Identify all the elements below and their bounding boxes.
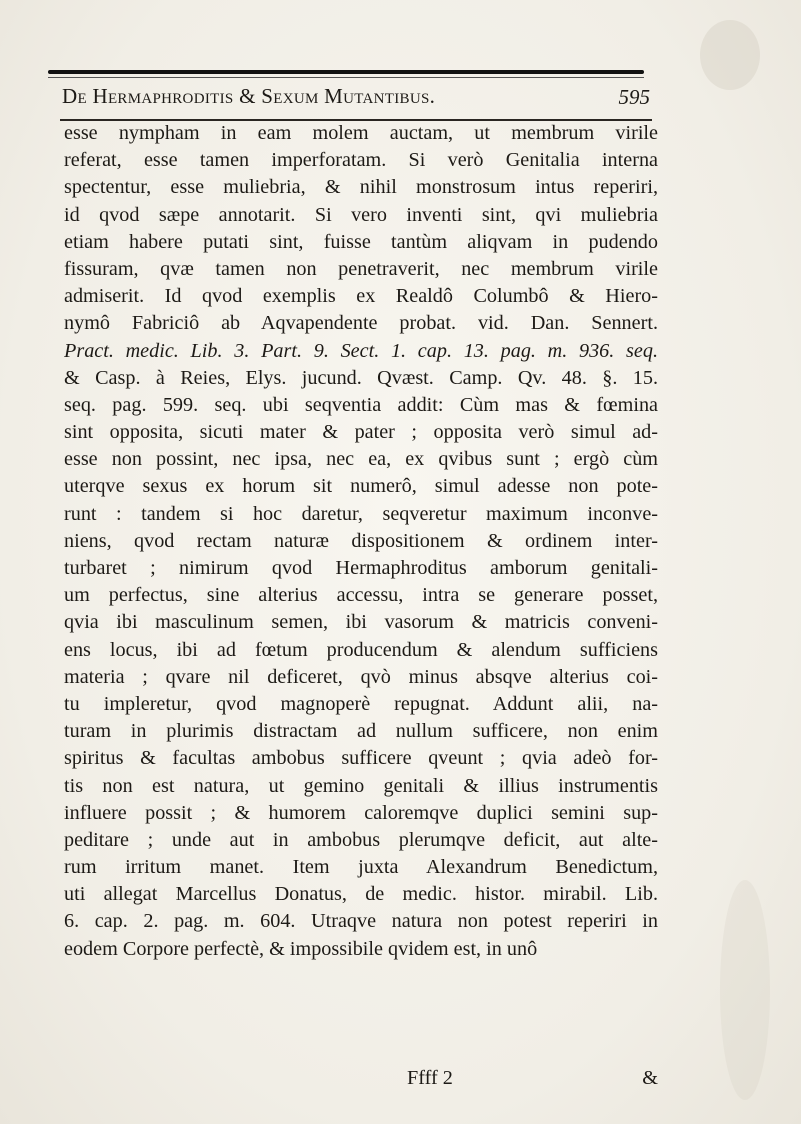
page-header (62, 84, 652, 118)
page-number: 595 (618, 85, 650, 109)
text-line: tu impleretur, qvod magnoperè repugnat. Addunt alii, na- (64, 692, 658, 715)
text-line: tis non est natura, ut gemino genitali & illius instrumentis (64, 774, 658, 797)
text-line: turam in plurimis distractam ad nullum sufficere, non enim (64, 720, 658, 743)
text-line: id qvod sæpe annotarit. Si vero inventi sint, qvi muliebria (64, 203, 658, 226)
body-text (64, 120, 658, 963)
text-line: runt : tandem si hoc daretur, seqveretur maximum inconve- (64, 502, 658, 525)
text-line: etiam habere putati sint, fuisse tantùm aliqvam in pudendo (64, 230, 658, 253)
text-line: esse nympham in eam molem auctam, ut membrum virile (64, 122, 658, 144)
text-line: materia ; qvare nil deficeret, qvò minus absqve alterius coi- (64, 665, 658, 688)
text-line: peditare ; unde aut in ambobus plerumqve deficit, aut alte- (64, 828, 658, 851)
page-footer (64, 1067, 658, 1094)
text-line: esse non possint, nec ipsa, nec ea, ex qvibus sunt ; ergò cùm (64, 448, 658, 471)
text-line: rum irritum manet. Item juxta Alexandrum Benedictum, (64, 856, 658, 879)
text-line: eodem Corpore perfectè, & impossibile qvidem est, in unô (64, 937, 538, 960)
text-line: ens locus, ibi ad fœtum producendum & alendum sufficiens (64, 638, 658, 661)
text-line: turbaret ; nimirum qvod Hermaphroditus amborum genitali- (64, 557, 658, 579)
text-line: & Casp. à Reies, Elys. jucund. Qvæst. Camp. Qv. 48. §. 15. (64, 366, 658, 389)
paper-stain (720, 880, 770, 1100)
text-line: referat, esse tamen imperforatam. Si verò Genitalia interna (64, 149, 658, 172)
text-line: admiserit. Id qvod exemplis ex Realdô Columbô & Hiero- (64, 285, 658, 308)
text-line: nymô Fabriciô ab Aqvapendente probat. vid. Dan. Sennert. (64, 312, 658, 335)
top-border-rule (48, 70, 644, 74)
text-line: uterqve sexus ex horum sit numerô, simul adesse non pote- (64, 475, 658, 498)
text-line: 6. cap. 2. pag. m. 604. Utraqve natura non potest reperiri in (64, 910, 658, 933)
text-line: influere possit ; & humorem caloremqve duplici semini sup- (64, 801, 658, 824)
catchword: & (642, 1067, 658, 1089)
text-line: niens, qvod rectam naturæ dispositionem & ordinem inter- (64, 529, 658, 552)
top-border-rule-thin (48, 77, 644, 78)
text-line: sint oppositа, sicuti mater & pater ; opposita verò simul ad- (64, 421, 658, 444)
text-line: fissuram, qvæ tamen non penetraverit, nec membrum virile (64, 257, 658, 280)
text-line: uti allegat Marcellus Donatus, de medic. histor. mirabil. Lib. (64, 883, 658, 906)
paper-stain (700, 20, 760, 90)
text-line: um perfectus, sine alterius accessu, intra se generare posset, (64, 584, 658, 607)
text-line: spiritus & facultas ambobus sufficere qveunt ; qvia adeò for- (64, 747, 658, 770)
signature-mark: Ffff 2 (407, 1067, 453, 1089)
text-line: spectentur, esse muliebria, & nihil monstrosum intus reperiri, (64, 176, 658, 199)
text-line: seq. pag. 599. seq. ubi seqventia addit: Cùm mas & fœmina (64, 393, 658, 416)
text-line: qvia ibi masculinum semen, ibi vasorum & matricis conveni- (64, 611, 658, 634)
citation-line: Pract. medic. Lib. 3. Part. 9. Sect. 1. cap. 13. pag. m. 936. seq. (64, 339, 658, 362)
running-title: De Hermaphroditis & Sexum Mutantibus. (62, 84, 436, 108)
